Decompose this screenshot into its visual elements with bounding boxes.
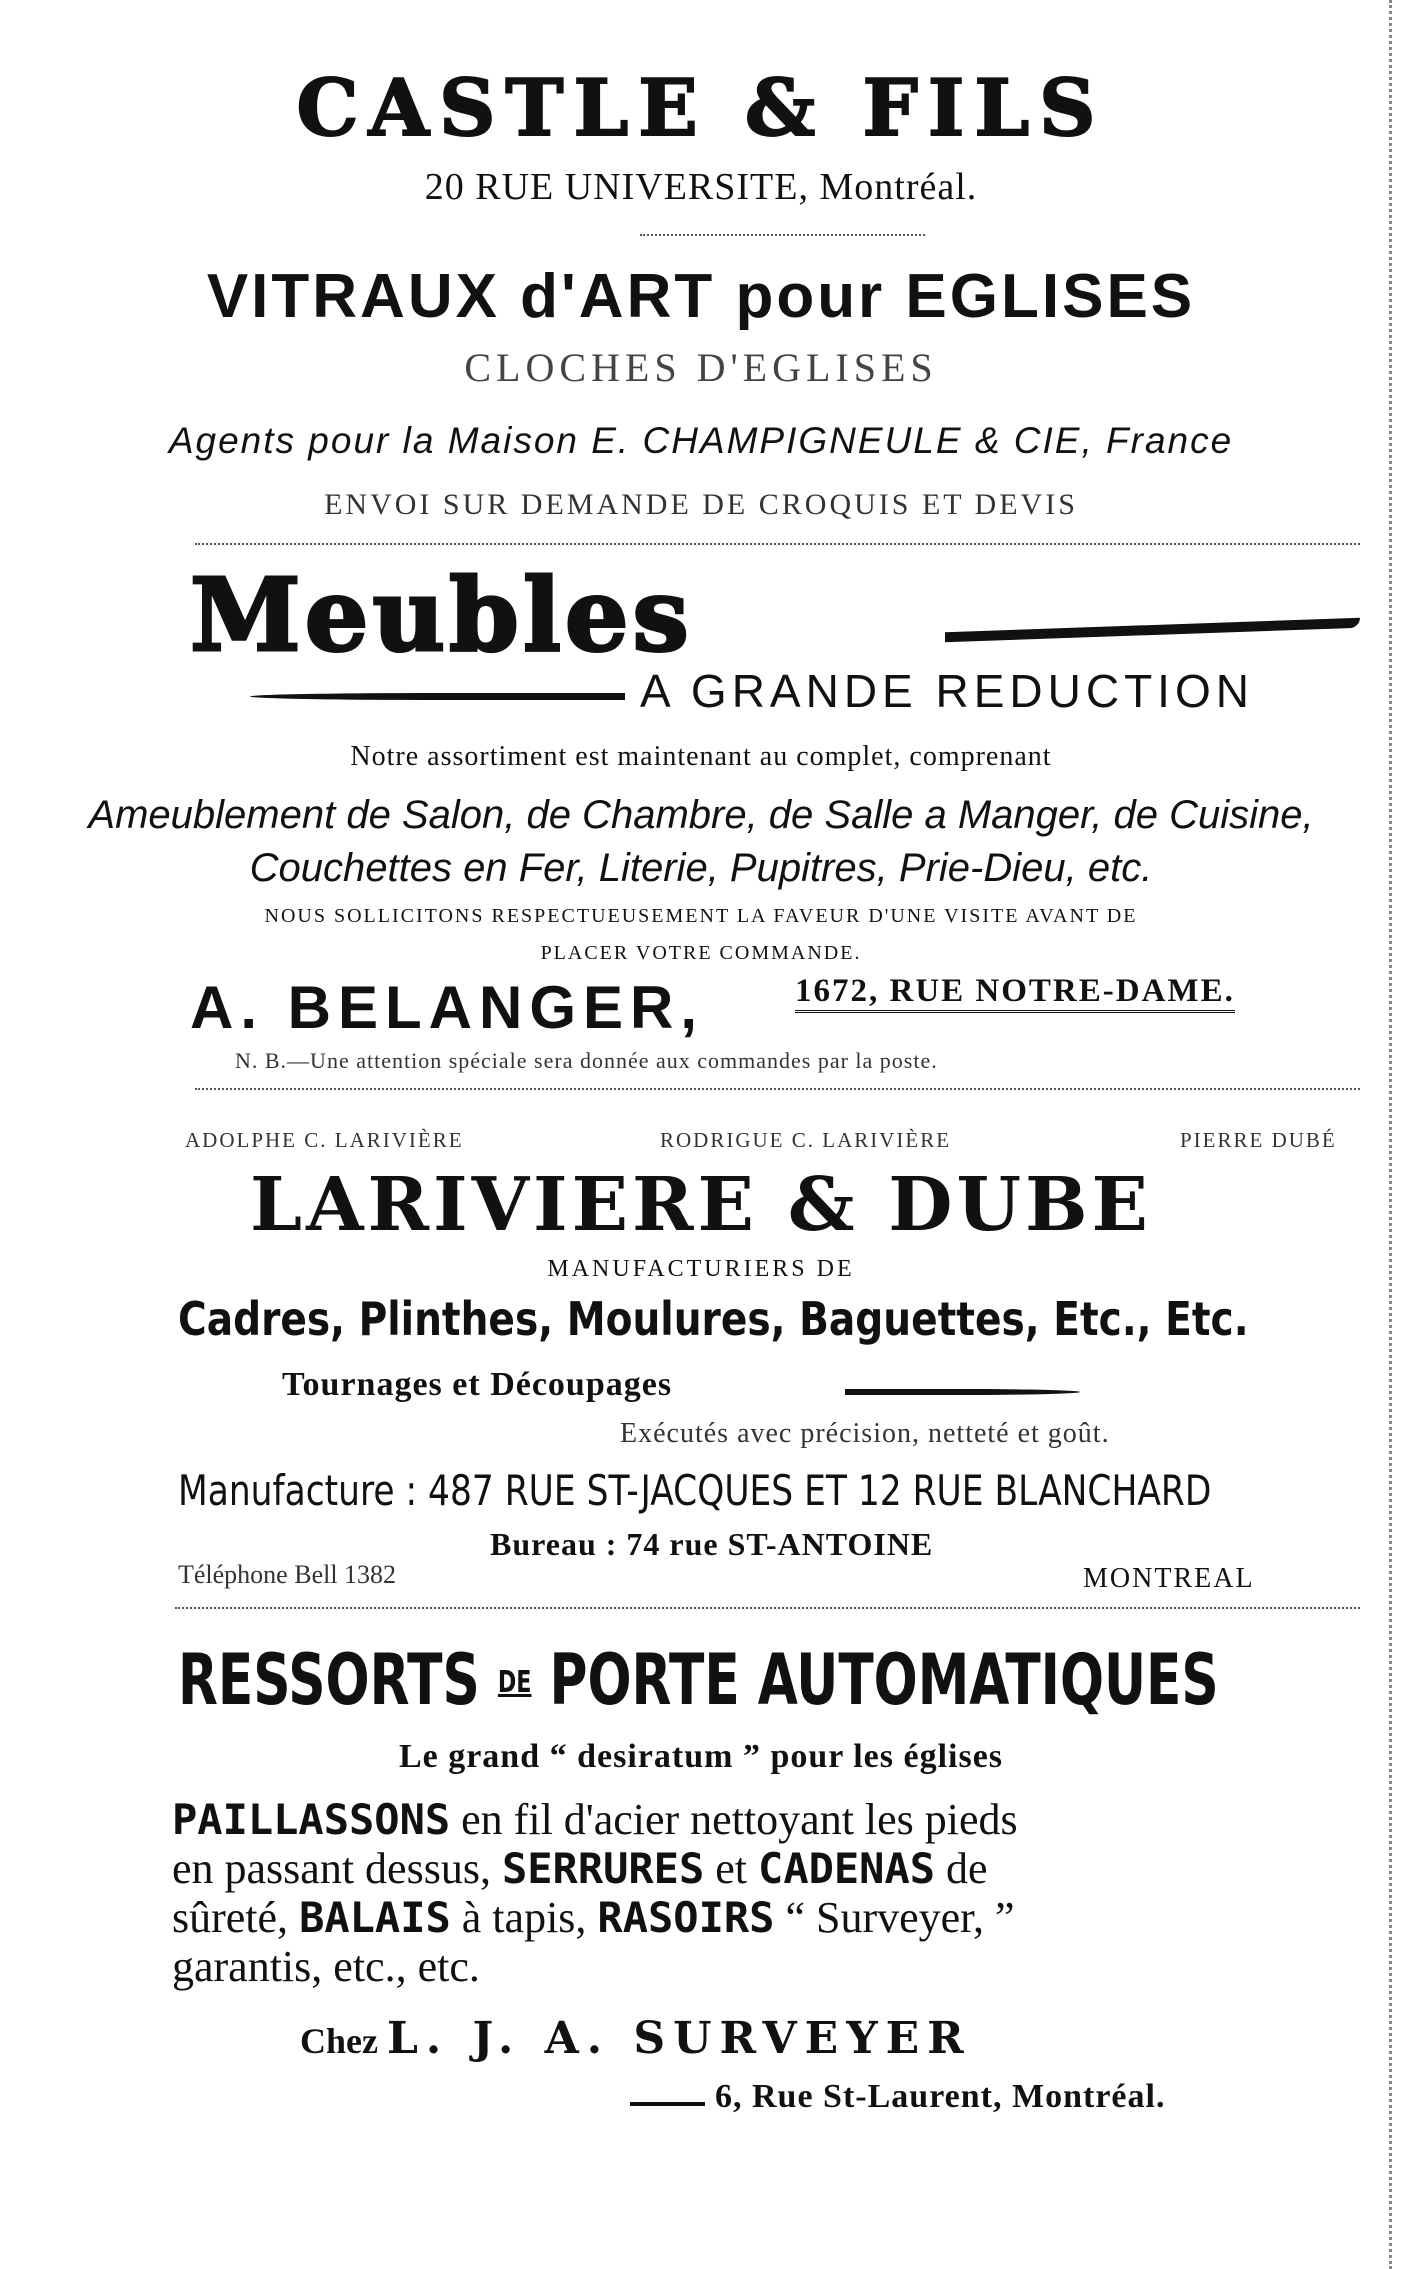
- surveyer-address: 6, Rue St-Laurent, Montréal.: [715, 2078, 1166, 2115]
- partner-name: PIERRE DUBÉ: [1180, 1128, 1337, 1152]
- tournages-line: Tournages et Découpages: [282, 1366, 673, 1403]
- paragraph-line: PAILLASSONS en fil d'acier nettoyant les pieds: [172, 1795, 1018, 1844]
- meubles-line-1: Ameublement de Salon, de Chambre, de Salle a Manger, de Cuisine,: [88, 793, 1314, 837]
- headline-part: PORTE AUTOMATIQUES: [549, 1639, 1219, 1721]
- lariviere-title: LARIVIERE & DUBE: [250, 1162, 1152, 1248]
- meubles-line-2: Couchettes en Fer, Literie, Pupitres, Prie-Dieu, etc.: [249, 846, 1153, 890]
- tagline: Le grand “ desiratum ” pour les églises: [398, 1738, 1004, 1775]
- castle-title: CASTLE & FILS: [296, 63, 1106, 154]
- city-label: MONTREAL: [1083, 1563, 1255, 1594]
- envoi-line: ENVOI SUR DEMANDE DE CROQUIS ET DEVIS: [324, 488, 1078, 521]
- divider: [195, 1088, 1360, 1090]
- partner-name: RODRIGUE C. LARIVIÈRE: [660, 1128, 952, 1152]
- decorative-bar: [945, 618, 1360, 642]
- headline-part: RESSORTS: [178, 1639, 480, 1721]
- divider: [195, 543, 1360, 545]
- vitraux-headline: VITRAUX d'ART pour EGLISES: [206, 262, 1196, 331]
- meubles-title: Meubles: [190, 556, 693, 674]
- belanger-note: N. B.—Une attention spéciale sera donnée aux commandes par la poste.: [235, 1048, 938, 1073]
- paragraph-line: en passant dessus, SERRURES et CADENAS de: [172, 1844, 988, 1893]
- cloches-subhead: CLOCHES D'EGLISES: [464, 345, 938, 390]
- partner-name: ADOLPHE C. LARIVIÈRE: [185, 1128, 464, 1152]
- surveyer-name: L. J. A. SURVEYER: [386, 2013, 972, 2064]
- ressorts-headline: [178, 1639, 1219, 1721]
- bureau-address: Bureau : 74 rue ST-ANTOINE: [490, 1526, 934, 1562]
- request-line-2: PLACER VOTRE COMMANDE.: [540, 942, 862, 964]
- manufacture-address: Manufacture : 487 RUE ST-JACQUES ET 12 RUE BLANCHARD: [178, 1466, 1212, 1515]
- page-edge-shadow: [1389, 0, 1392, 2269]
- belanger-address: 1672, RUE NOTRE-DAME.: [795, 975, 1235, 1013]
- agents-line: Agents pour la Maison E. CHAMPIGNEULE & CIE, France: [168, 420, 1234, 461]
- decorative-bar: [250, 693, 625, 700]
- surveyer-name-line: [300, 2013, 972, 2064]
- meubles-intro: Notre assortiment est maintenant au complet, comprenant: [350, 741, 1052, 772]
- products-paragraph: [172, 1795, 1352, 1991]
- paragraph-line: garantis, etc., etc.: [172, 1942, 480, 1991]
- castle-address: 20 RUE UNIVERSITE, Montréal.: [424, 166, 978, 208]
- decorative-bar: [845, 1389, 1080, 1395]
- divider: [175, 1607, 1360, 1609]
- headline-part: DE: [497, 1665, 532, 1700]
- telephone-number: Téléphone Bell 1382: [178, 1560, 397, 1589]
- paragraph-line: sûreté, BALAIS à tapis, RASOIRS “ Surveyer, ”: [172, 1893, 1015, 1942]
- decorative-bar: [630, 2102, 705, 2106]
- request-line-1: NOUS SOLLICITONS RESPECTUEUSEMENT LA FAVEUR D'UNE VISITE AVANT DE: [264, 905, 1138, 927]
- executes-line: Exécutés avec précision, netteté et goût.: [620, 1418, 1110, 1449]
- products-line: Cadres, Plinthes, Moulures, Baguettes, Etc., Etc.: [178, 1292, 1249, 1346]
- manufacturers-label: MANUFACTURIERS DE: [547, 1256, 855, 1282]
- chez-label: Chez: [300, 2021, 387, 2061]
- reduction-headline: A GRANDE REDUCTION: [640, 665, 1254, 717]
- belanger-name: A. BELANGER,: [190, 974, 705, 1041]
- divider: [640, 234, 925, 236]
